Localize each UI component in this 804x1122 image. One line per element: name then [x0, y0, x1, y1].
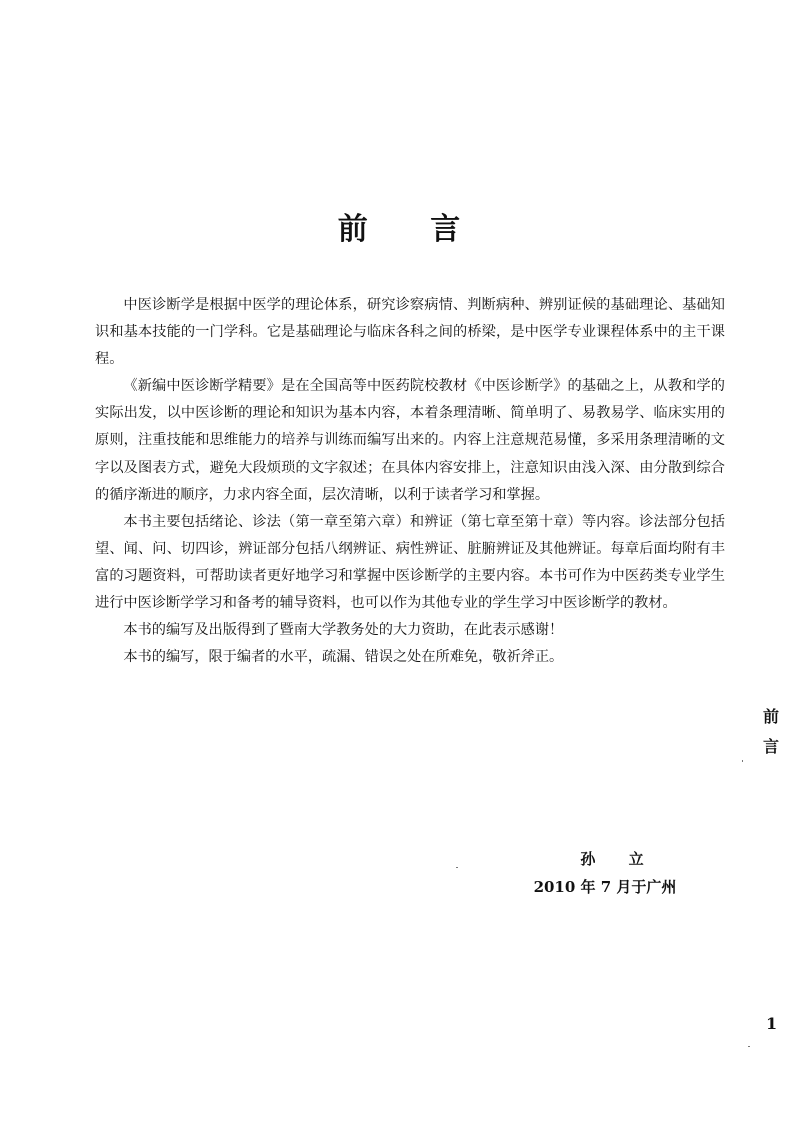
- author-name: 孙 立: [580, 850, 658, 868]
- paragraph: 本书的编写，限于编者的水平，疏漏、错误之处在所难免，敬祈斧正。: [123, 649, 564, 666]
- paragraph: 中医诊断学是根据中医学的理论体系，研究诊察病情、判断病种、辨别证候的基础理论、基础知识和基本技能的一门学科。它是基础理论与临床各科之间的桥梁，是中医学专业课程体系中的主干课程。: [95, 297, 725, 368]
- scan-speck: [742, 760, 743, 762]
- date-place: 2010 年 7 月于广州: [533, 878, 677, 896]
- side-tab-char: 前: [762, 707, 779, 726]
- chapter-side-tab: [760, 702, 782, 762]
- paragraph: 本书主要包括绪论、诊法（第一章至第六章）和辨证（第七章至第十章）等内容。诊法部分包括望、闻、问、切四诊，辨证部分包括八纲辨证、病性辨证、脏腑辨证及其他辨证。每章后面均附有丰富的习题资料，可帮助读者更好地学习和掌握中医诊断学的主要内容。本书可作为中医药类专业学生进行中医诊断学学习和备考的辅导资料，也可以作为其他专业的学生学习中医诊断学的教材。: [95, 513, 725, 612]
- paragraph: 本书的编写及出版得到了暨南大学教务处的大力资助，在此表示感谢！: [123, 622, 564, 639]
- page-title: 前 言: [337, 212, 487, 247]
- page-number: 1: [766, 1014, 778, 1033]
- scan-speck: [456, 867, 458, 868]
- scan-speck: [748, 1046, 750, 1047]
- preface-body: [95, 292, 725, 671]
- side-tab-char: 言: [762, 737, 779, 756]
- paragraph: 《新编中医诊断学精要》是在全国高等中医药院校教材《中医诊断学》的基础之上，从教和学的实际出发，以中医诊断的理论和知识为基本内容，本着条理清晰、简单明了、易教易学、临床实用的原则，注重技能和思维能力的培养与训练而编写出来的。内容上注意规范易懂，多采用条理清晰的文字以及图表方式，避免大段烦琐的文字叙述；在具体内容安排上，注意知识由浅入深、由分散到综合的循序渐进的顺序，力求内容全面，层次清晰，以利于读者学习和掌握。: [95, 378, 725, 503]
